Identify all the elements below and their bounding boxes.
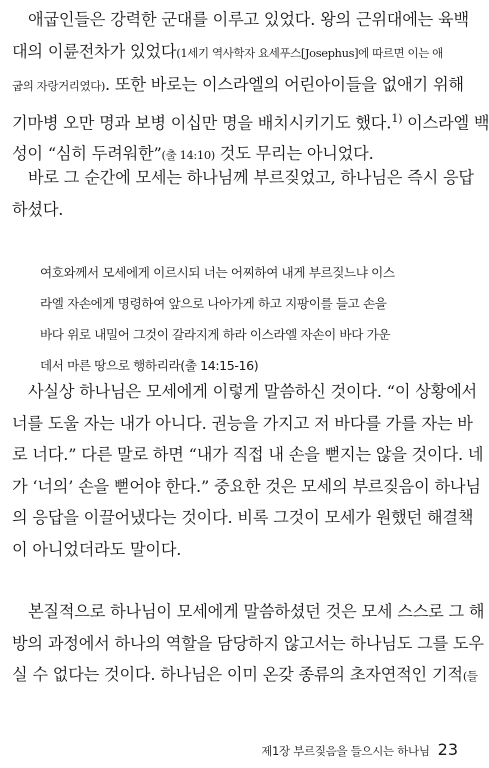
inline-note: (1세기 역사학자 요세푸스[Josephus]에 따르면 이는 애 (176, 45, 443, 60)
text-line (12, 69, 464, 103)
text-span: 성이 “심히 두려워한” (12, 144, 162, 164)
text-line: 가 ‘너의’ 손을 뻗어야 한다.” 중요한 것은 모세의 부르짖음이 하나님 (12, 476, 481, 496)
inline-note: 굽의 자랑거리였다) (12, 79, 106, 93)
text-span: 것도 무리는 아니었다. (214, 144, 374, 164)
text-line: 사실상 하나님은 모세에게 이렇게 말씀하신 것이다. “이 상황에서 (12, 382, 477, 401)
footnote-marker: 1) (391, 110, 403, 125)
text-line (12, 659, 478, 693)
scripture-reference: (출 14:15-16) (180, 358, 259, 373)
scripture-reference: (출 14:10) (161, 148, 215, 163)
quote-line: 여호와께서 모세에게 이르시되 너는 어찌하여 내게 부르짖느냐 이스 (40, 265, 395, 280)
paragraph-gods-answer (12, 376, 484, 565)
text-line: 하셨다. (12, 199, 64, 219)
text-span: 실 수 없다는 것이다. 하나님은 이미 온갖 종류의 초자연적인 기적 (12, 665, 463, 684)
running-footer-chapter: 제1장 부르짖음을 들으시는 하나님 (261, 744, 430, 758)
page-number: 23 (437, 740, 458, 759)
scripture-quote-block (40, 257, 460, 381)
text-span: 이스라엘 백 (402, 112, 489, 132)
text-line: 바로 그 순간에 모세는 하나님께 부르짖었고, 하나님은 즉시 응답 (12, 168, 474, 187)
quote-line: 라엘 자손에게 명령하여 앞으로 나아가게 하고 지팡이를 들고 손을 (40, 296, 387, 311)
text-span: 기마병 오만 명과 보병 이십만 명을 배치시키기도 했다. (12, 112, 392, 132)
text-line: 방의 과정에서 하나의 역할을 담당하지 않고서는 하나님도 그를 도우 (12, 633, 484, 653)
text-span: 대의 이륜전차가 있었다 (12, 41, 177, 61)
text-span: (들 (462, 669, 478, 683)
paragraph-moses-cries (12, 162, 474, 225)
text-line: 로 너다.” 다른 말로 하면 “내가 직접 내 손을 뻗지는 않을 것이다. 네 (12, 445, 484, 464)
text-line (12, 103, 489, 139)
quote-line: 바다 위로 내밀어 그것이 갈라지게 하라 이스라엘 자손이 바다 가운 (40, 327, 391, 342)
text-line: 너를 도울 자는 내가 아니다. 권능을 가지고 저 바다를 가를 자는 바 (12, 413, 473, 433)
paragraph-egyptian-army (12, 4, 489, 172)
text-line: 애굽인들은 강력한 군대를 이루고 있었다. 왕의 근위대에는 육백 (12, 10, 469, 29)
text-line: 이 아니었더라도 말이다. (12, 539, 182, 559)
paragraph-essentially (12, 596, 485, 693)
text-span: . 또한 바로는 이스라엘의 어린아이들을 없애기 위해 (105, 75, 464, 94)
text-line: 의 응답을 이끌어냈다는 것이다. 비록 그것이 모세가 원했던 해결책 (12, 508, 474, 527)
text-line (12, 36, 458, 70)
text-span: 데서 마른 땅으로 행하리라 (40, 358, 181, 373)
page-footer (261, 740, 458, 759)
text-line: 본질적으로 하나님이 모세에게 말씀하셨던 것은 모세 스스로 그 해 (12, 602, 485, 621)
